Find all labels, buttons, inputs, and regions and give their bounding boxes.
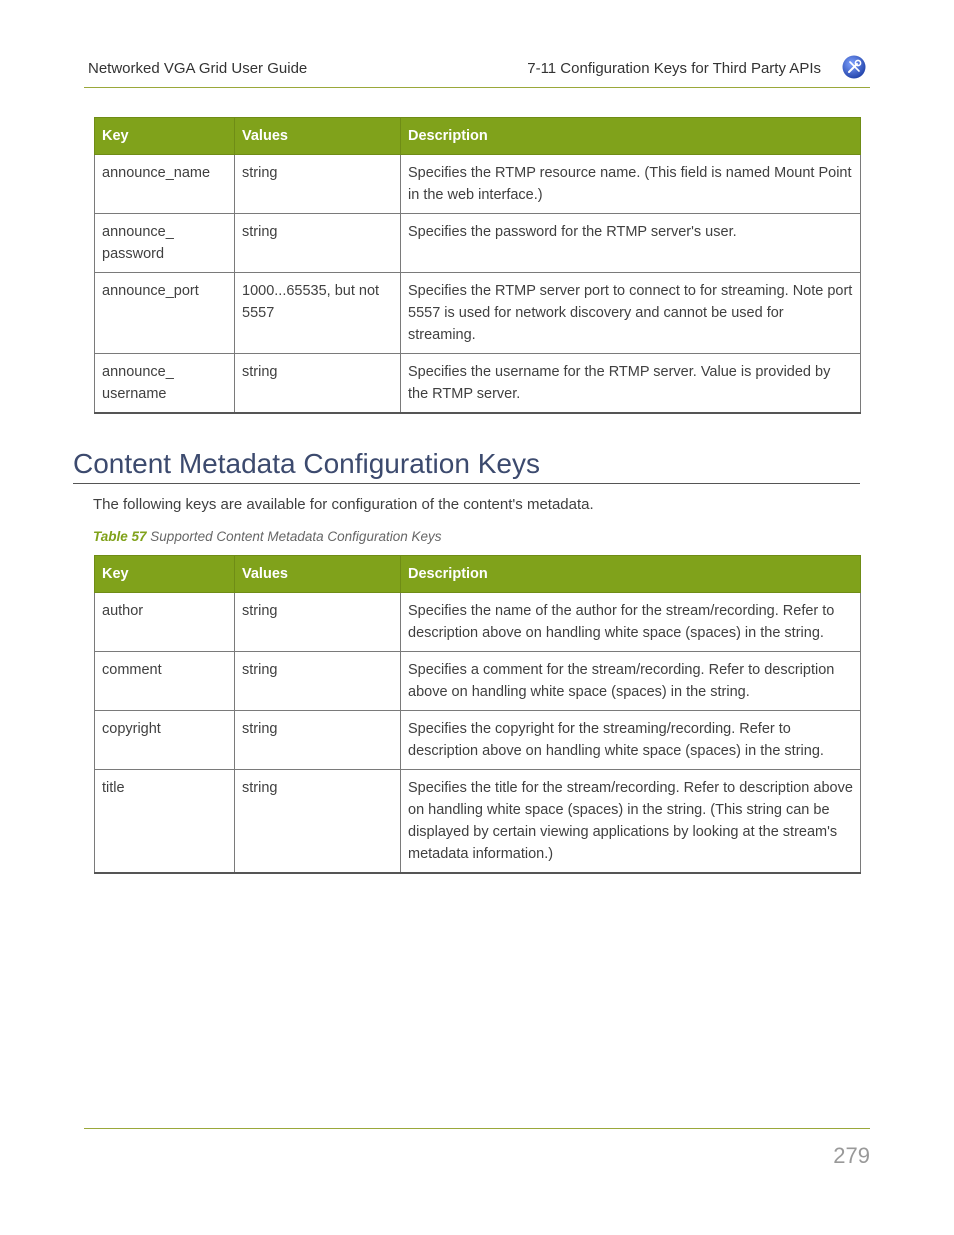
header-guide-title: Networked VGA Grid User Guide (88, 60, 308, 77)
header-divider (84, 87, 870, 88)
column-header-values: Values (235, 118, 401, 155)
values-cell: string (235, 155, 401, 214)
key-cell: announce_name (95, 155, 235, 214)
content-metadata-table (94, 555, 861, 874)
key-cell: title (95, 770, 235, 874)
description-cell: Specifies the username for the RTMP server. Value is provided by the RTMP server. (401, 354, 861, 414)
column-header-key: Key (95, 118, 235, 155)
values-cell: string (235, 770, 401, 874)
table-header-row (95, 556, 861, 593)
table-row (95, 155, 861, 214)
table-row (95, 214, 861, 273)
values-cell: string (235, 711, 401, 770)
key-cell: announce_port (95, 273, 235, 354)
values-cell: string (235, 214, 401, 273)
header-section-title: 7-11 Configuration Keys for Third Party APIs (527, 60, 821, 77)
column-header-description: Description (401, 118, 861, 155)
column-header-values: Values (235, 556, 401, 593)
table-caption-text: Supported Content Metadata Configuration Keys (150, 529, 442, 544)
key-cell: announce_ password (95, 214, 235, 273)
description-cell: Specifies the password for the RTMP server's user. (401, 214, 861, 273)
description-cell: Specifies the copyright for the streaming/recording. Refer to description above on handling white space (spaces) in the string. (401, 711, 861, 770)
description-cell: Specifies the RTMP server port to connect to for streaming. Note port 5557 is used for network discovery and cannot be used for streaming. (401, 273, 861, 354)
key-cell: announce_ username (95, 354, 235, 414)
tools-icon (842, 55, 866, 79)
values-cell: string (235, 593, 401, 652)
table-header-row (95, 118, 861, 155)
section-heading: Content Metadata Configuration Keys (73, 447, 860, 484)
description-cell: Specifies a comment for the stream/recording. Refer to description above on handling white space (spaces) in the string. (401, 652, 861, 711)
rtmp-keys-table (94, 117, 861, 414)
table-row (95, 354, 861, 414)
table-row (95, 273, 861, 354)
table-caption (93, 529, 441, 544)
section-intro: The following keys are available for configuration of the content's metadata. (93, 496, 594, 513)
description-cell: Specifies the title for the stream/recording. Refer to description above on handling white space (spaces) in the string. (This string can be displayed by certain viewing applications by looking at the stream's metadata information.) (401, 770, 861, 874)
table-row (95, 770, 861, 874)
description-cell: Specifies the RTMP resource name. (This field is named Mount Point in the web interface.) (401, 155, 861, 214)
table-caption-label: Table 57 (93, 529, 147, 544)
table-row (95, 711, 861, 770)
description-cell: Specifies the name of the author for the stream/recording. Refer to description above on handling white space (spaces) in the string. (401, 593, 861, 652)
page-number: 279 (833, 1143, 870, 1168)
values-cell: string (235, 354, 401, 414)
footer-divider (84, 1128, 870, 1129)
key-cell: comment (95, 652, 235, 711)
key-cell: author (95, 593, 235, 652)
column-header-description: Description (401, 556, 861, 593)
table-row (95, 652, 861, 711)
values-cell: string (235, 652, 401, 711)
key-cell: copyright (95, 711, 235, 770)
values-cell: 1000...65535, but not 5557 (235, 273, 401, 354)
table-row (95, 593, 861, 652)
column-header-key: Key (95, 556, 235, 593)
